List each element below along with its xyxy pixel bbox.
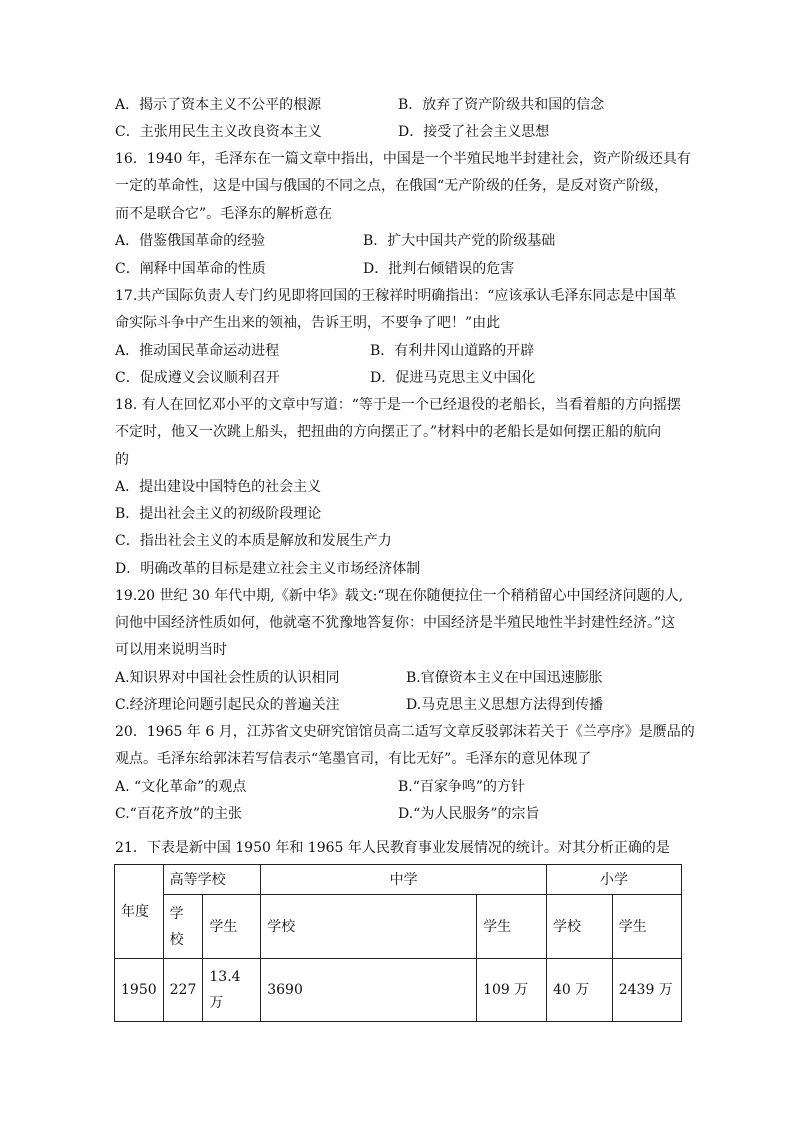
q19-option-c: C.经济理论问题引起民众的普遍关注 <box>115 697 340 713</box>
higher-education-header: 高等学校 <box>163 865 261 895</box>
row-primary-student-count: 2439 万 <box>612 959 681 1022</box>
q18-option-a: A．提出建设中国特色的社会主义 <box>115 479 322 495</box>
q17-option-a: A．推动国民革命运动进程 <box>115 343 280 359</box>
q17-stem-line-1: 17.共产国际负责人专门约见即将回国的王稼祥时明确指出：“应该承认毛泽东同志是中国革 <box>115 288 677 304</box>
primary-school-header: 小学 <box>547 865 682 895</box>
higher-school-count-header: 学校 <box>163 895 203 959</box>
primary-school-count-header: 学校 <box>547 895 613 959</box>
year-header: 年度 <box>115 865 164 959</box>
q16-stem-line-1: 16．1940 年，毛泽东在一篇文章中指出，中国是一个半殖民地半封建社会，资产阶级还具有 <box>115 151 691 167</box>
q20-option-c: C.“百花齐放”的主张 <box>115 806 242 822</box>
row-middle-student-count: 109 万 <box>477 959 547 1022</box>
q16-option-b: B．扩大中国共产党的阶级基础 <box>363 233 556 249</box>
row-higher-student-count: 13.4万 <box>203 959 261 1022</box>
q19-option-b: B.官僚资本主义在中国迅速膨胀 <box>406 670 603 686</box>
q18-option-b: B．提出社会主义的初级阶段理论 <box>115 506 322 522</box>
q15-option-d: D．接受了社会主义思想 <box>398 124 550 140</box>
q16-option-c: C．阐释中国革命的性质 <box>115 261 266 277</box>
table-header-row-1 <box>115 865 682 895</box>
q19-stem-line-1: 19.20 世纪 30 年代中期,《新中华》载文:“现在你随便拉住一个稍稍留心中国经济问题的人, <box>115 588 684 604</box>
row-year: 1950 <box>115 959 164 1022</box>
education-stats-table <box>114 864 682 1022</box>
higher-student-count-header: 学生 <box>203 895 261 959</box>
q16-option-d: D．批判右倾错误的危害 <box>363 261 515 277</box>
row-primary-school-count: 40 万 <box>547 959 613 1022</box>
q20-option-d: D.“为人民服务”的宗旨 <box>398 806 540 822</box>
middle-school-count-header: 学校 <box>261 895 477 959</box>
q19-option-d: D.马克思主义思想方法得到传播 <box>406 697 604 713</box>
q15-option-c: C．主张用民生主义改良资本主义 <box>115 124 322 140</box>
row-higher-school-count: 227 <box>163 959 203 1022</box>
q17-option-b: B．有利井冈山道路的开辟 <box>370 343 535 359</box>
q15-option-a: A．揭示了资本主义不公平的根源 <box>115 97 322 113</box>
q18-stem-line-2: 不定时，他又一次跳上船头，把扭曲的方向摆正了。”材料中的老船长是如何摆正船的航向 <box>115 424 662 440</box>
middle-school-header: 中学 <box>261 865 547 895</box>
q17-stem-line-2: 命实际斗争中产生出来的领袖，告诉王明，不要争了吧！”由此 <box>115 315 501 331</box>
q18-option-c: C．指出社会主义的本质是解放和发展生产力 <box>115 533 392 549</box>
q18-option-d: D．明确改革的目标是建立社会主义市场经济体制 <box>115 561 421 577</box>
q20-stem-line-1: 20．1965 年 6 月，江苏省文史研究馆馆员高二适写文章反驳郭沫若关于《兰亭序》是赝品的 <box>115 724 695 740</box>
q16-stem-line-3: 而不是联合它”。毛泽东的解析意在 <box>115 206 333 222</box>
q18-stem-line-1: 18. 有人在回忆邓小平的文章中写道：“等于是一个已经退役的老船长，当看着船的方向摇摆 <box>115 397 681 413</box>
q20-option-b: B.“百家争鸣”的方针 <box>398 779 526 795</box>
q17-option-c: C．促成遵义会议顺利召开 <box>115 370 280 386</box>
q18-stem-line-3: 的 <box>115 452 129 468</box>
table-header-row-2 <box>115 895 682 959</box>
q17-option-d: D．促进马克思主义中国化 <box>370 370 536 386</box>
q15-option-b: B．放弃了资产阶级共和国的信念 <box>398 97 605 113</box>
middle-student-count-header: 学生 <box>477 895 547 959</box>
row-middle-school-count: 3690 <box>261 959 477 1022</box>
q19-option-a: A.知识界对中国社会性质的认识相同 <box>115 670 340 686</box>
q19-stem-line-2: 问他中国经济性质如何，他就毫不犹豫地答复你：中国经济是半殖民地性半封建性经济。”这 <box>115 615 676 631</box>
q16-stem-line-2: 一定的革命性，这是中国与俄国的不同之点，在俄国“无产阶级的任务，是反对资产阶级， <box>115 178 669 194</box>
q20-option-a: A. “文化革命”的观点 <box>115 779 247 795</box>
primary-student-count-header: 学生 <box>612 895 681 959</box>
q20-stem-line-2: 观点。毛泽东给郭沫若写信表示“笔墨官司，有比无好”。毛泽东的意见体现了 <box>115 751 592 767</box>
q16-option-a: A．借鉴俄国革命的经验 <box>115 233 266 249</box>
q21-stem: 21．下表是新中国 1950 年和 1965 年人民教育事业发展情况的统计。对其分析正确的是 <box>115 840 670 856</box>
q19-stem-line-3: 可以用来说明当时 <box>115 642 227 658</box>
table-row <box>115 959 682 1022</box>
